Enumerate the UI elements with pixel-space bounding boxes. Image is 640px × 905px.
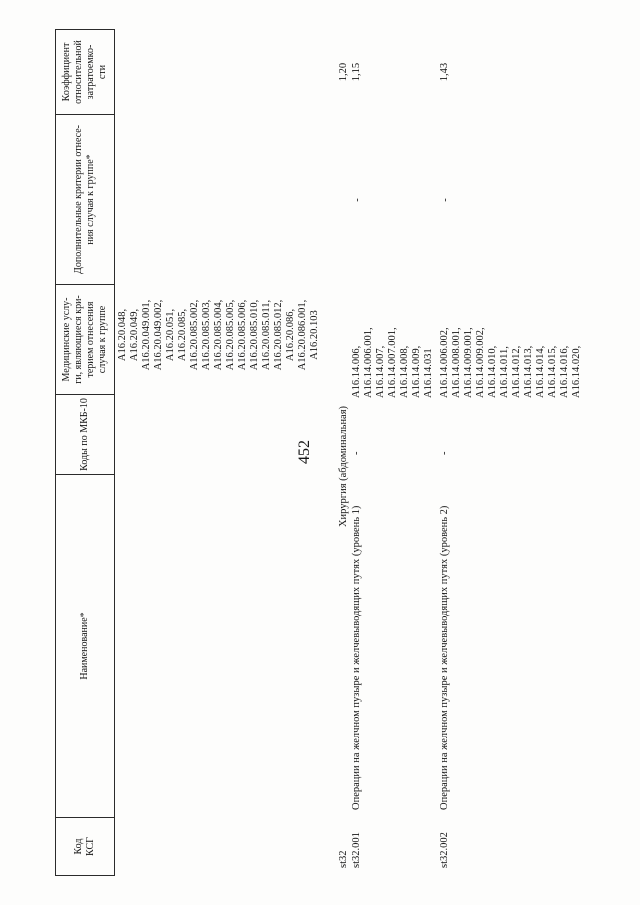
header-services-line-1: Медицинские услу- [61,297,72,382]
profile-code: st32 [338,850,349,868]
header-code-line-2: КСГ [85,837,96,856]
service-code: A16.14.011, [499,346,510,398]
service-code: A16.20.085, [177,308,188,362]
ksg-name: Операции на желчном пузыре и желчевыводящих путях (уровень 2) [439,505,450,810]
service-code: A16.14.016, [559,345,570,398]
service-code: A16.20.085.003, [201,299,212,371]
service-code: A16.14.013, [523,345,534,398]
service-code: A16.14.008.001, [451,327,462,398]
service-code: A16.14.006, [351,345,362,398]
header-code-cell [56,818,114,875]
ksg-name: Операции на желчном пузыре и желчевыводящих путях (уровень 1) [351,505,362,810]
header-extra-line-1: Дополнительные критерии отнесе- [73,125,84,274]
header-name-line-1: Наименование* [79,612,90,680]
services-list [351,327,435,398]
header-services-line-2: ги, являющиеся кри- [73,295,84,384]
service-code: A16.14.010, [487,345,498,398]
service-code: A16.20.049.001, [141,299,152,371]
service-code: A16.20.085.006, [237,299,248,371]
header-coef-line-4: сти [97,64,108,80]
service-code: A16.20.051, [165,308,176,362]
service-code: A16.14.007, [375,345,386,398]
service-code: A16.14.008, [399,345,410,398]
service-code: A16.14.014, [535,345,546,398]
service-code: A16.20.085.010, [249,299,260,371]
service-code: A16.20.086.001, [297,299,308,371]
header-code-line-1: Код [73,838,84,855]
service-code: A16.20.085.012, [273,299,284,371]
profile-coefficient: 1,20 [338,62,349,82]
header-name-cell [56,475,114,818]
icd-codes: - [351,451,362,455]
ksg-code: st32.002 [439,832,450,868]
header-extra-line-2: ния случая к группе* [85,154,96,245]
page-number: 452 [296,440,313,464]
header-services-cell [56,285,114,395]
service-code: A16.20.049, [129,308,140,362]
service-code: A16.14.007.001, [387,327,398,398]
service-code: A16.14.020, [571,345,582,398]
service-code: A16.14.006.001, [363,327,374,398]
header-services-line-4: случая к группе [97,305,108,374]
service-code: A16.14.012, [511,345,522,398]
continuation-services-list [117,275,321,395]
header-icd-cell [56,395,114,475]
service-code: A16.14.009.002, [475,327,486,398]
coefficient: 1,15 [351,62,362,82]
header-coef-cell [56,30,114,115]
ksg-code: st32.001 [351,832,362,868]
icd-codes: - [439,451,450,455]
header-coef-line-3: затратоемко- [85,44,96,100]
service-code: A16.20.085.004, [213,299,224,371]
service-code: A16.20.048, [117,308,128,362]
service-code: A16.20.086, [285,308,296,362]
service-code: A16.14.009, [411,345,422,398]
service-code: A16.14.009.001, [463,327,474,398]
extra-criteria: - [440,198,451,202]
service-code: A16.20.103 [309,310,320,360]
service-code: A16.20.049.002, [153,299,164,371]
header-coef-line-2: относительной [73,40,84,104]
header-extra-cell [56,115,114,285]
header-services-line-3: терием отнесения [85,301,96,378]
service-code: A16.20.085.002, [189,299,200,371]
table-header [55,29,115,876]
header-coef-line-1: Коэффициент [61,42,72,102]
services-list [439,327,583,398]
service-code: A16.20.085.005, [225,299,236,371]
header-icd-line-1: Коды по МКБ-10 [79,398,90,471]
service-code: A16.14.006.002, [439,327,450,398]
profile-name: Хирургия (абдоминальная) [338,405,349,528]
extra-criteria: - [352,198,363,202]
service-code: A16.14.015, [547,345,558,398]
coefficient: 1,43 [439,62,450,82]
service-code: A16.20.085.011, [261,299,272,371]
service-code: A16.14.031 [423,348,434,398]
